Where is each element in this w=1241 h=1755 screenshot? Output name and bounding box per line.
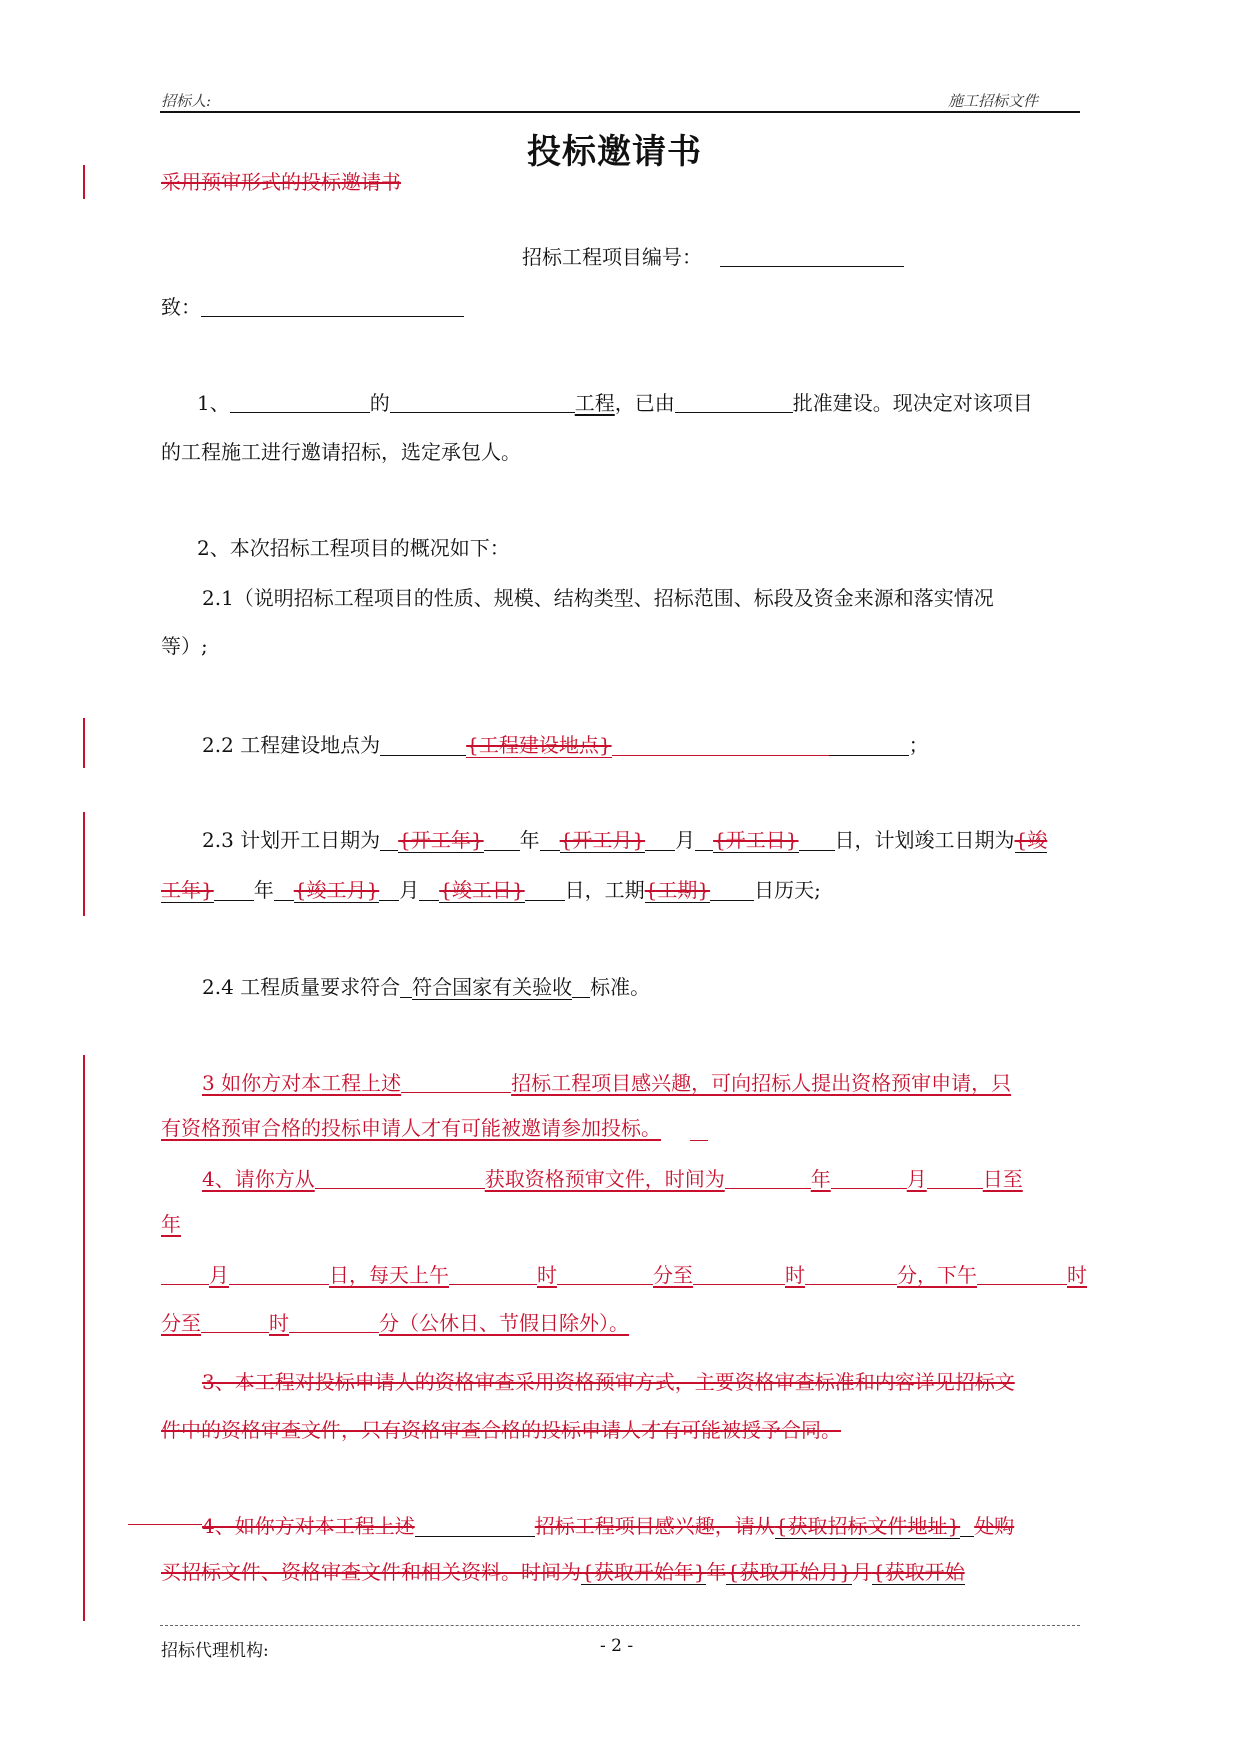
- p1-project: 工程: [574, 391, 615, 415]
- inserted-paragraph-3-line-2: 有资格预审合格的投标申请人才有可能被邀请参加投标。: [161, 1116, 661, 1140]
- p1-number: 1、: [197, 391, 230, 415]
- p23-pad-4: [645, 828, 675, 851]
- p22-site-field[interactable]: {工程建设地点}: [466, 733, 612, 757]
- p4-ins-month2: 月: [209, 1263, 229, 1287]
- deleted-paragraph-3-line-1: 3、本工程对投标申请人的资格审查采用资格预审方式，主要资格审查标准和内容详见招标文: [202, 1370, 1015, 1394]
- p23-pad-5: [695, 828, 713, 851]
- paragraph-2-3-line-1: [202, 828, 1047, 851]
- p4-ins-day-field[interactable]: [927, 1166, 983, 1189]
- p1-field-1[interactable]: [230, 390, 370, 413]
- p4-ins-year-field[interactable]: [725, 1166, 811, 1189]
- p4-del-month: 月: [851, 1560, 872, 1584]
- p4-ins-part-b: 获取资格预审文件，时间为: [484, 1167, 725, 1191]
- p1-field-3[interactable]: [675, 390, 793, 413]
- p22-redline: [612, 733, 829, 756]
- project-number-field[interactable]: [720, 244, 904, 267]
- p23-start-year[interactable]: {开工年}: [398, 828, 484, 852]
- p24-quality-value[interactable]: 符合国家有关验收: [412, 975, 573, 999]
- paragraph-2: 2、本次招标工程项目的概况如下：: [197, 536, 510, 560]
- addressee-label: 致：: [161, 295, 201, 319]
- p4-ins-hour: 时: [537, 1263, 557, 1287]
- p24-label: 2.4 工程质量要求符合: [202, 975, 401, 999]
- p4-del-start-year[interactable]: {获取开始年}: [581, 1560, 707, 1584]
- p23-period[interactable]: {工期}: [644, 878, 711, 902]
- p23-pad-1: [380, 828, 398, 851]
- p1-field-2[interactable]: [390, 390, 575, 413]
- change-bar-2: [83, 718, 85, 768]
- change-bar-1: [83, 165, 85, 199]
- p23-end-day[interactable]: {竣工日}: [439, 878, 525, 902]
- inserted-paragraph-4-line-1: [202, 1166, 1023, 1189]
- p23-pad-12: [710, 878, 754, 901]
- p23-start-month[interactable]: {开工月}: [559, 828, 646, 852]
- deleted-subtitle: 采用预审形式的投标邀请书: [161, 170, 401, 194]
- p4-ins-min2-field[interactable]: [805, 1262, 897, 1285]
- inserted-paragraph-4-line-2: 年: [161, 1212, 181, 1236]
- paragraph-1-line-2: 的工程施工进行邀请招标，选定承包人。: [161, 440, 521, 464]
- p24-pad-left: [400, 975, 412, 998]
- p23-pad-9: [379, 878, 399, 901]
- p4-ins-month2-field[interactable]: [161, 1262, 209, 1285]
- p4-ins-part-a: 4、请你方从: [202, 1167, 315, 1191]
- p4-ins-day2-field[interactable]: [229, 1262, 329, 1285]
- p23-pad-8: [274, 878, 294, 901]
- paragraph-2-2: [202, 733, 929, 756]
- deleted-paragraph-3-line-2: 件中的资格审查文件，只有资格审查合格的投标申请人才有可能被授予合同。: [161, 1418, 841, 1442]
- p4-ins-hour2: 时: [785, 1263, 805, 1287]
- header-right: 施工招标文件: [948, 92, 1039, 110]
- p23-pad-11: [525, 878, 565, 901]
- p23-year: 年: [519, 828, 540, 852]
- p4-del-part-b: 招标工程项目感兴趣，请从: [534, 1514, 775, 1538]
- p23-end-year-a[interactable]: {竣: [1014, 828, 1048, 852]
- p23-pad-10: [419, 878, 439, 901]
- p4-del-part-c: 处购: [974, 1514, 1015, 1538]
- addressee-row: [161, 294, 464, 317]
- p23-pad-6: [799, 828, 835, 851]
- paragraph-2-4: [202, 975, 650, 998]
- p23-month: 月: [675, 828, 696, 852]
- p4-ins-min-to: 分至: [653, 1263, 693, 1287]
- inserted-paragraph-4-line-4: [161, 1310, 629, 1333]
- p23-start-day[interactable]: {开工日}: [713, 828, 799, 852]
- p1-approved-by: ，已由: [614, 391, 675, 415]
- p24-pad-right: [572, 975, 590, 998]
- p4-ins-day-to: 日至: [982, 1167, 1023, 1191]
- p23-year2: 年: [253, 878, 274, 902]
- p3-ins-field[interactable]: [401, 1070, 511, 1093]
- p4-ins-min3-field[interactable]: [289, 1310, 379, 1333]
- p4-del-part-a: 4、如你方对本工程上述: [202, 1514, 415, 1538]
- p24-end: 标准。: [590, 975, 651, 999]
- p4-del-address-field[interactable]: {获取招标文件地址}: [774, 1514, 961, 1538]
- p23-days: 日历天;: [754, 878, 821, 902]
- p22-label: 2.2 工程建设地点为: [202, 733, 381, 757]
- p4-ins-min-field[interactable]: [557, 1262, 653, 1285]
- deleted-paragraph-4-line-1: [202, 1514, 1014, 1537]
- p4-del-pad: [960, 1514, 974, 1537]
- p22-end: ；: [908, 733, 929, 757]
- p23-end-month[interactable]: {竣工月}: [293, 878, 380, 902]
- p3-ins-part-a: 3 如你方对本工程上述: [202, 1071, 402, 1095]
- p4-ins-day-am: 日，每天上午: [329, 1263, 449, 1287]
- project-number-row: [522, 244, 904, 267]
- p4-ins-year: 年: [810, 1167, 831, 1191]
- page-number: - 2 -: [600, 1636, 634, 1656]
- p4-ins-hour3-field[interactable]: [977, 1262, 1067, 1285]
- paragraph-2-1-line-2: 等）;: [161, 634, 208, 658]
- project-number-label: 招标工程项目编号：: [522, 245, 702, 269]
- p4-ins-source-field[interactable]: [315, 1166, 485, 1189]
- p23-pad-2: [484, 828, 520, 851]
- p4-ins-hour3: 时: [1067, 1263, 1087, 1287]
- change-bar-4: [83, 1055, 85, 1621]
- p4-ins-end: 分（公休日、节假日除外）。: [379, 1311, 629, 1335]
- inserted-paragraph-3-line-1: [202, 1070, 1011, 1093]
- p4-ins-hour2-field[interactable]: [693, 1262, 785, 1285]
- p23-end-year-b[interactable]: 工年}: [161, 878, 214, 902]
- p4-ins-hour-field[interactable]: [449, 1262, 537, 1285]
- paragraph-2-1-line-1: 2.1（说明招标工程项目的性质、规模、结构类型、招标范围、标段及资金来源和落实情况: [202, 586, 994, 610]
- paragraph-2-3-line-2: [161, 878, 821, 901]
- p4-ins-min-to2: 分至: [161, 1311, 201, 1335]
- deleted-paragraph-4-line-2: [161, 1562, 965, 1582]
- p22-blank-right[interactable]: [829, 733, 909, 756]
- header-left: 招标人:: [161, 92, 212, 110]
- p4-ins-month-field[interactable]: [831, 1166, 907, 1189]
- p23-month2: 月: [399, 878, 420, 902]
- p23-day2: 日，工期: [564, 878, 645, 902]
- addressee-field[interactable]: [201, 294, 464, 317]
- p23-pad-3: [540, 828, 560, 851]
- p4-ins-min-pm: 分，下午: [897, 1263, 977, 1287]
- change-bar-3: [83, 812, 85, 916]
- footer-rule: [160, 1625, 1080, 1626]
- deleted-p4-leading-strike: [128, 1524, 202, 1525]
- header-rule: [160, 111, 1080, 113]
- p4-ins-month: 月: [906, 1167, 927, 1191]
- p23-pad-7: [214, 878, 254, 901]
- p3-ins-part-b: 招标工程项目感兴趣，可向招标人提出资格预审申请，只: [511, 1071, 1012, 1095]
- p22-blank-left[interactable]: [380, 733, 466, 756]
- p4-ins-hour4-field[interactable]: [201, 1310, 269, 1333]
- p4-del-field[interactable]: [415, 1514, 535, 1537]
- paragraph-1-line-1: [197, 390, 1033, 413]
- inserted-paragraph-4-line-3: [161, 1262, 1087, 1285]
- p4-del-year: 年: [706, 1560, 727, 1584]
- p3-ins-tail-line: [690, 1140, 708, 1141]
- p4-ins-hour4: 时: [269, 1311, 289, 1335]
- p23-label: 2.3 计划开工日期为: [202, 828, 381, 852]
- footer-left: 招标代理机构:: [161, 1641, 269, 1661]
- p4-del-line2: 买招标文件、资格审查文件和相关资料。时间为: [161, 1560, 581, 1584]
- p4-del-start-day[interactable]: {获取开始: [871, 1560, 965, 1584]
- p4-del-start-month[interactable]: {获取开始月}: [726, 1560, 852, 1584]
- page-title: 投标邀请书: [527, 132, 702, 172]
- p1-of: 的: [369, 391, 390, 415]
- p1-rest: 批准建设。现决定对该项目: [792, 391, 1033, 415]
- p23-day-end: 日，计划竣工日期为: [834, 828, 1015, 852]
